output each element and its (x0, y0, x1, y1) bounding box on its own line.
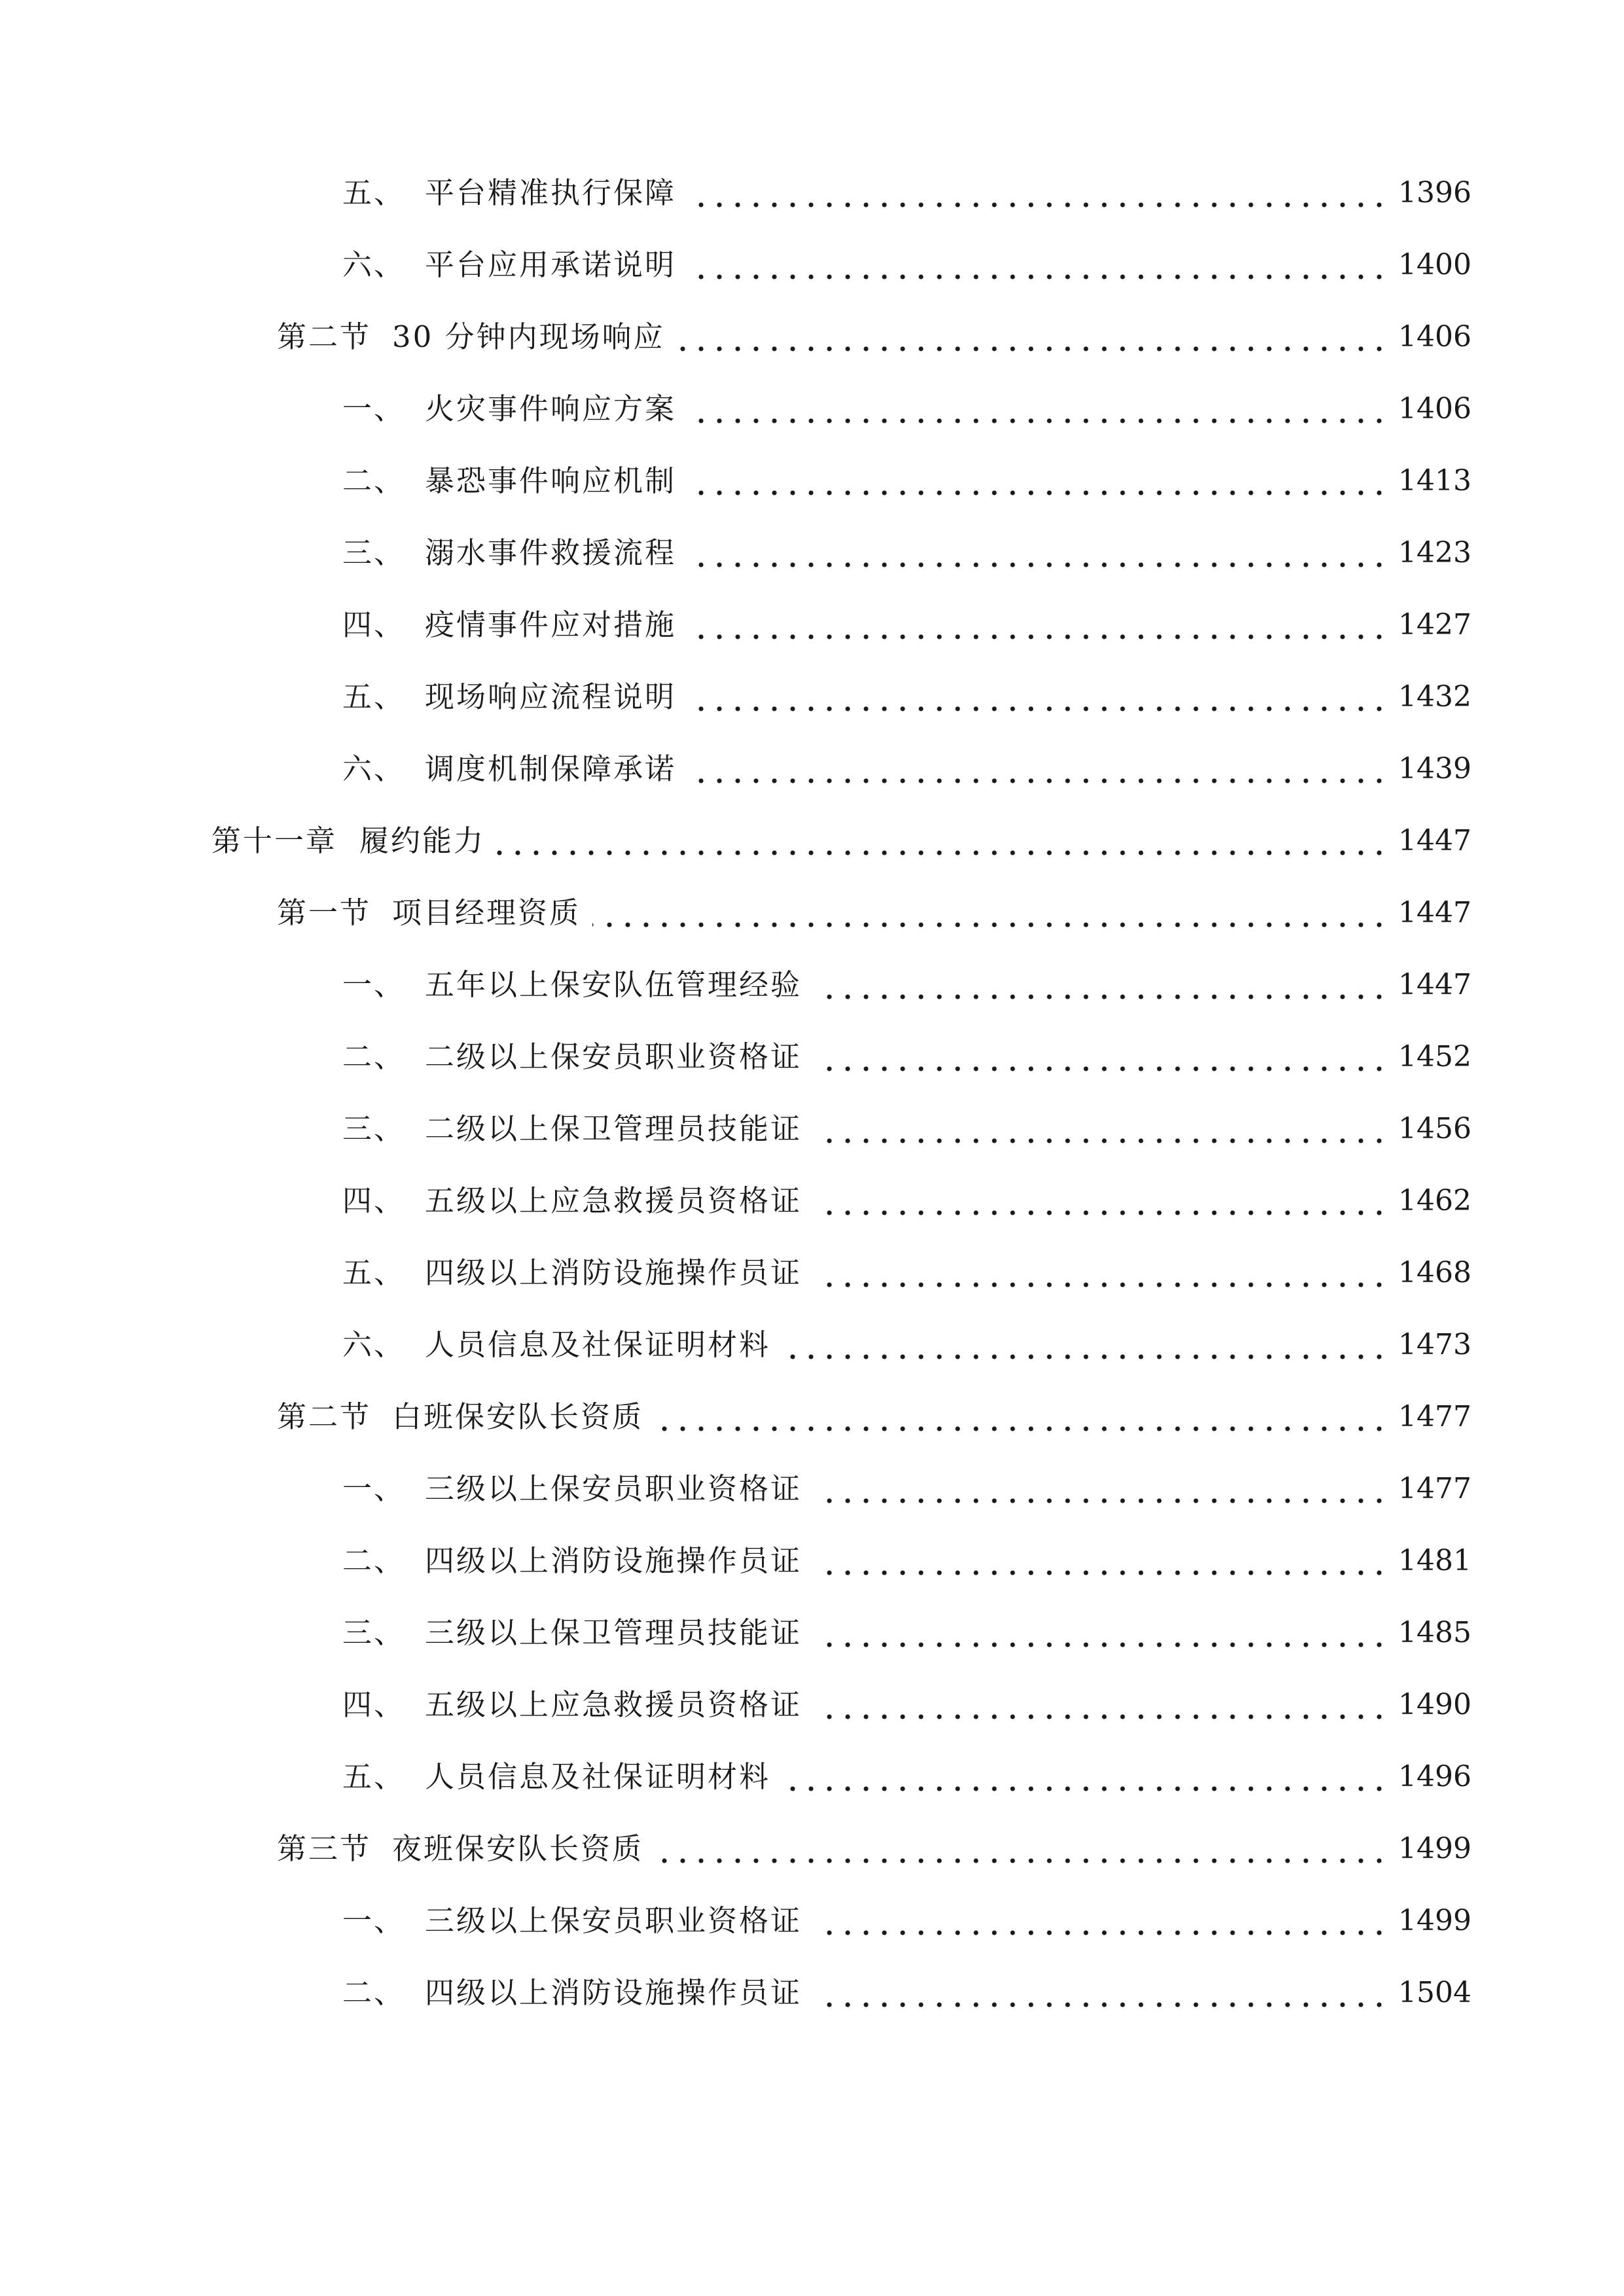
toc-entry[interactable] (0, 1967, 1624, 2019)
toc-entry[interactable] (0, 455, 1624, 507)
toc-entry-number: 二、 (342, 1039, 406, 1074)
toc-entry-number: 第二节 (277, 1399, 372, 1434)
toc-entry-title: 三级以上保安员职业资格证 (425, 1903, 803, 1938)
toc-entry[interactable] (0, 887, 1624, 939)
toc-entry-title: 二级以上保安员职业资格证 (425, 1039, 803, 1074)
dot-leader (814, 2002, 1388, 2007)
toc-entry-number: 六、 (342, 751, 406, 786)
toc-entry-number: 一、 (342, 1471, 406, 1506)
toc-entry-number: 六、 (342, 247, 406, 282)
toc-entry-page-number: 1400 (1398, 248, 1471, 281)
toc-entry-lead (342, 1463, 802, 1515)
toc-entry-number: 第一节 (277, 895, 372, 930)
toc-entry-page-number: 1396 (1398, 176, 1471, 209)
dot-leader (782, 1354, 1388, 1359)
toc-entry-number: 二、 (342, 463, 406, 498)
toc-entry-lead (342, 1967, 802, 2019)
toc-entry-title: 溺水事件救援流程 (425, 535, 677, 570)
toc-entry[interactable] (0, 1751, 1624, 1803)
dot-leader (814, 1498, 1388, 1503)
toc-entry[interactable] (0, 1463, 1624, 1515)
toc-entry-number: 四、 (342, 607, 406, 642)
toc-entry-lead (342, 383, 676, 435)
toc-entry-lead (342, 1319, 770, 1371)
toc-entry[interactable] (0, 1031, 1624, 1083)
dot-leader (814, 1570, 1388, 1575)
dot-leader (814, 994, 1388, 999)
toc-entry-page-number: 1473 (1398, 1328, 1471, 1361)
toc-entry[interactable] (0, 383, 1624, 435)
toc-entry-lead (342, 671, 676, 723)
dot-leader (814, 1642, 1388, 1647)
toc-entry[interactable] (0, 1823, 1624, 1875)
toc-entry-title: 四级以上消防设施操作员证 (425, 1975, 803, 2010)
toc-entry[interactable] (0, 671, 1624, 723)
dot-leader (814, 1210, 1388, 1215)
toc-entry-page-number: 1427 (1398, 608, 1471, 641)
toc-entry-lead (342, 599, 676, 651)
toc-entry-lead (342, 1751, 770, 1803)
toc-entry-page-number: 1462 (1398, 1184, 1471, 1217)
toc-entry-number: 五、 (342, 1759, 406, 1794)
dot-leader (814, 1930, 1388, 1935)
toc-entry-title: 暴恐事件响应机制 (425, 463, 677, 498)
toc-entry-number: 二、 (342, 1543, 406, 1578)
dot-leader (688, 202, 1388, 207)
toc-entry-title: 项目经理资质 (392, 895, 581, 930)
toc-entry-number: 三、 (342, 535, 406, 570)
toc-entry-number: 第三节 (277, 1831, 372, 1866)
toc-entry-title: 五级以上应急救援员资格证 (425, 1687, 803, 1722)
toc-entry[interactable] (0, 1391, 1624, 1443)
toc-entry-lead (342, 455, 676, 507)
toc-entry[interactable] (0, 167, 1624, 219)
toc-entry-number: 四、 (342, 1687, 406, 1722)
dot-leader (688, 562, 1388, 567)
toc-entry-page-number: 1481 (1398, 1544, 1471, 1577)
toc-entry-title: 人员信息及社保证明材料 (425, 1759, 771, 1794)
toc-entry[interactable] (0, 1103, 1624, 1155)
toc-entry-title: 四级以上消防设施操作员证 (425, 1543, 803, 1578)
dot-leader (592, 922, 1388, 927)
toc-entry-page-number: 1439 (1398, 752, 1471, 785)
toc-entry-number: 五、 (342, 679, 406, 714)
toc-entry[interactable] (0, 1319, 1624, 1371)
toc-entry[interactable] (0, 1535, 1624, 1587)
toc-entry-page-number: 1447 (1398, 824, 1471, 857)
toc-entry-title: 白班保安队长资质 (392, 1399, 644, 1434)
toc-entry-number: 四、 (342, 1183, 406, 1218)
toc-entry[interactable] (0, 527, 1624, 579)
toc-entry-lead (342, 1031, 802, 1083)
toc-entry-number: 一、 (342, 1903, 406, 1938)
toc-entry[interactable] (0, 815, 1624, 867)
toc-entry-page-number: 1496 (1398, 1760, 1471, 1793)
toc-entry-title: 调度机制保障承诺 (425, 751, 677, 786)
toc-entry-lead (342, 1607, 802, 1659)
toc-entry-page-number: 1447 (1398, 968, 1471, 1001)
dot-leader (688, 778, 1388, 783)
toc-entry-number: 六、 (342, 1327, 406, 1362)
toc-entry-title: 三级以上保安员职业资格证 (425, 1471, 803, 1506)
toc-entry-title: 平台精准执行保障 (425, 175, 677, 210)
toc-entry-number: 二、 (342, 1975, 406, 2010)
toc-entry-title: 30 分钟内现场响应 (392, 319, 665, 354)
toc-entry-page-number: 1490 (1398, 1688, 1471, 1721)
toc-entry-lead (342, 959, 802, 1011)
toc-entry-page-number: 1499 (1398, 1832, 1471, 1865)
dot-leader (814, 1282, 1388, 1287)
toc-entry-page-number: 1423 (1398, 536, 1471, 569)
toc-entry-page-number: 1504 (1398, 1976, 1471, 2009)
dot-leader (688, 490, 1388, 495)
dot-leader (655, 1426, 1388, 1431)
toc-entry[interactable] (0, 1607, 1624, 1659)
toc-entry-number: 第二节 (277, 319, 372, 354)
toc-entry[interactable] (0, 311, 1624, 363)
toc-entry-lead (277, 311, 665, 363)
toc-entry-title: 现场响应流程说明 (425, 679, 677, 714)
toc-entry-title: 五级以上应急救援员资格证 (425, 1183, 803, 1218)
toc-entry-page-number: 1477 (1398, 1472, 1471, 1505)
toc-entry[interactable] (0, 1175, 1624, 1227)
toc-entry-page-number: 1477 (1398, 1400, 1471, 1433)
dot-leader (655, 1858, 1388, 1863)
toc-entry[interactable] (0, 743, 1624, 795)
toc-entry-page-number: 1406 (1398, 320, 1471, 353)
dot-leader (677, 346, 1388, 351)
toc-entry[interactable] (0, 1895, 1624, 1947)
toc-entry-lead (342, 1895, 802, 1947)
toc-entry-page-number: 1413 (1398, 464, 1471, 497)
dot-leader (688, 418, 1388, 423)
toc-entry[interactable] (0, 959, 1624, 1011)
toc-entry-lead (342, 1247, 802, 1299)
toc-entry[interactable] (0, 1247, 1624, 1299)
toc-entry-title: 履约能力 (359, 823, 486, 858)
toc-entry-number: 五、 (342, 175, 406, 210)
toc-entry-page-number: 1468 (1398, 1256, 1471, 1289)
toc-entry-title: 五年以上保安队伍管理经验 (425, 967, 803, 1002)
toc-entry-title: 火灾事件响应方案 (425, 391, 677, 426)
toc-entry-number: 一、 (342, 967, 406, 1002)
toc-entry-page-number: 1406 (1398, 392, 1471, 425)
dot-leader (814, 1714, 1388, 1719)
dot-leader (782, 1786, 1388, 1791)
toc-entry-page-number: 1485 (1398, 1616, 1471, 1649)
toc-entry-lead (342, 1679, 802, 1731)
toc-entry-lead (342, 527, 676, 579)
dot-leader (688, 274, 1388, 279)
toc-entry-lead (277, 1391, 643, 1443)
toc-entry-lead (342, 1103, 802, 1155)
toc-entry-page-number: 1499 (1398, 1904, 1471, 1937)
toc-entry-lead (342, 167, 676, 219)
toc-entry-lead (277, 1823, 643, 1875)
toc-entry-title: 四级以上消防设施操作员证 (425, 1255, 803, 1290)
toc-entry-page-number: 1447 (1398, 896, 1471, 929)
toc-entry-page-number: 1432 (1398, 680, 1471, 713)
dot-leader (688, 706, 1388, 711)
toc-entry-lead (211, 815, 485, 867)
toc-entry-title: 三级以上保卫管理员技能证 (425, 1615, 803, 1650)
toc-entry[interactable] (0, 239, 1624, 291)
toc-entry-lead (277, 887, 581, 939)
toc-entry[interactable] (0, 1679, 1624, 1731)
toc-entry-lead (342, 1175, 802, 1227)
toc-entry-page-number: 1452 (1398, 1040, 1471, 1073)
dot-leader (688, 634, 1388, 639)
toc-entry-page-number: 1456 (1398, 1112, 1471, 1145)
toc-entry-lead (342, 1535, 802, 1587)
toc-entry-number: 一、 (342, 391, 406, 426)
toc-entry-number: 三、 (342, 1615, 406, 1650)
dot-leader (814, 1138, 1388, 1143)
toc-entry-number: 三、 (342, 1111, 406, 1146)
toc-entry-title: 夜班保安队长资质 (392, 1831, 644, 1866)
toc-entry-lead (342, 743, 676, 795)
toc-entry-lead (342, 239, 676, 291)
toc-entry-title: 人员信息及社保证明材料 (425, 1327, 771, 1362)
dot-leader (497, 850, 1388, 855)
toc-entry-number: 第十一章 (211, 823, 338, 858)
toc-entry-title: 二级以上保卫管理员技能证 (425, 1111, 803, 1146)
toc-entry-number: 五、 (342, 1255, 406, 1290)
toc-entry[interactable] (0, 599, 1624, 651)
dot-leader (814, 1066, 1388, 1071)
toc-entry-title: 平台应用承诺说明 (425, 247, 677, 282)
toc-entry-title: 疫情事件应对措施 (425, 607, 677, 642)
